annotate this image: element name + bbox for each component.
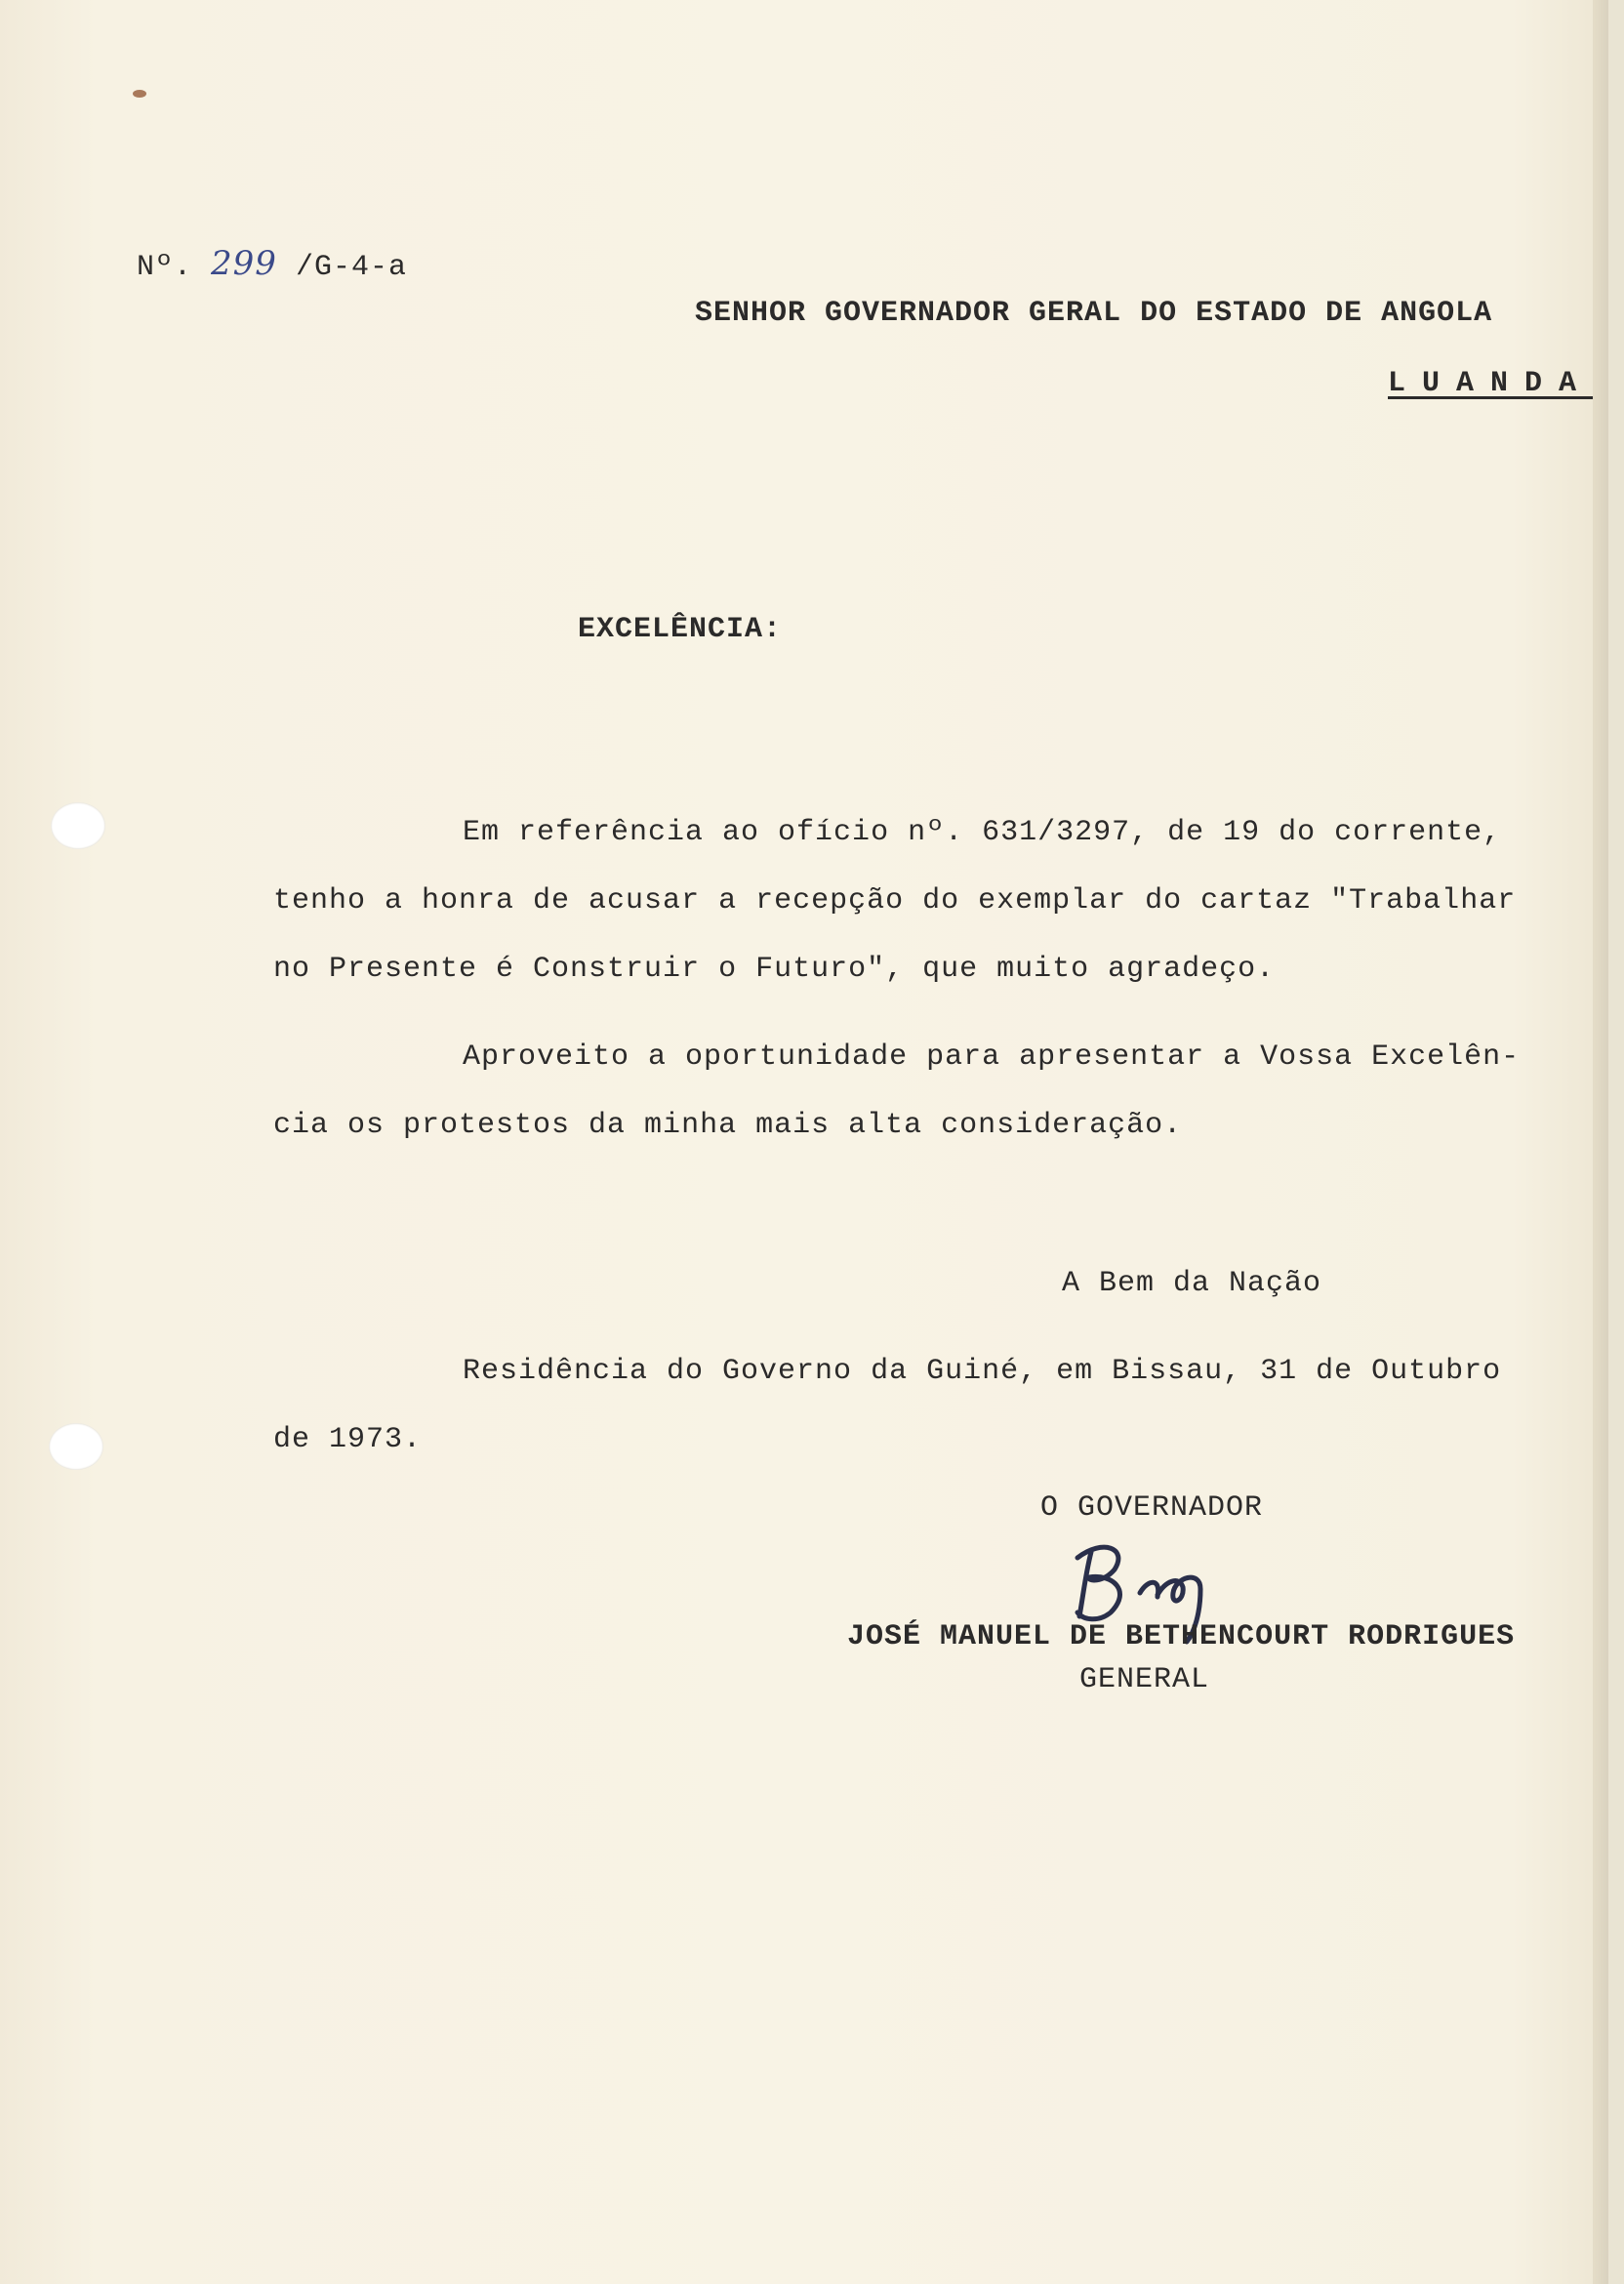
body-line: Aproveito a oportunidade para apresentar a Vossa Excelên-	[463, 1040, 1521, 1074]
body-line: no Presente é Construir o Futuro", que muito agradeço.	[273, 953, 1276, 986]
addressee-city: LUANDA	[1388, 367, 1594, 400]
place-date-line: Residência do Governo da Guiné, em Bissau, 31 de Outubro	[463, 1355, 1502, 1388]
signatory-rank: GENERAL	[1079, 1663, 1210, 1696]
signatory-name: JOSÉ MANUEL DE BETHENCOURT RODRIGUES	[847, 1620, 1516, 1653]
signatory-title: O GOVERNADOR	[1040, 1491, 1264, 1525]
body-line: tenho a honra de acusar a recepção do exemplar do cartaz "Trabalhar	[273, 884, 1517, 918]
punch-hole-top	[51, 802, 105, 849]
body-line: Em referência ao ofício nº. 631/3297, de 19 do corrente,	[463, 816, 1502, 849]
body-line: cia os protestos da minha mais alta consideração.	[273, 1109, 1183, 1142]
closing-motto: A Bem da Nação	[1062, 1267, 1322, 1300]
addressee-line: SENHOR GOVERNADOR GERAL DO ESTADO DE ANGOLA	[695, 297, 1493, 330]
salutation: EXCELÊNCIA:	[578, 613, 783, 646]
reference-number	[137, 244, 407, 284]
reference-handwritten-number: 299	[211, 244, 277, 283]
reference-prefix: Nº.	[137, 251, 193, 284]
place-date-line: de 1973.	[273, 1423, 423, 1456]
reference-suffix: /G-4-a	[295, 251, 407, 284]
paper-edge	[1593, 0, 1608, 2284]
rust-spot	[133, 90, 146, 98]
punch-hole-bottom	[49, 1423, 103, 1470]
